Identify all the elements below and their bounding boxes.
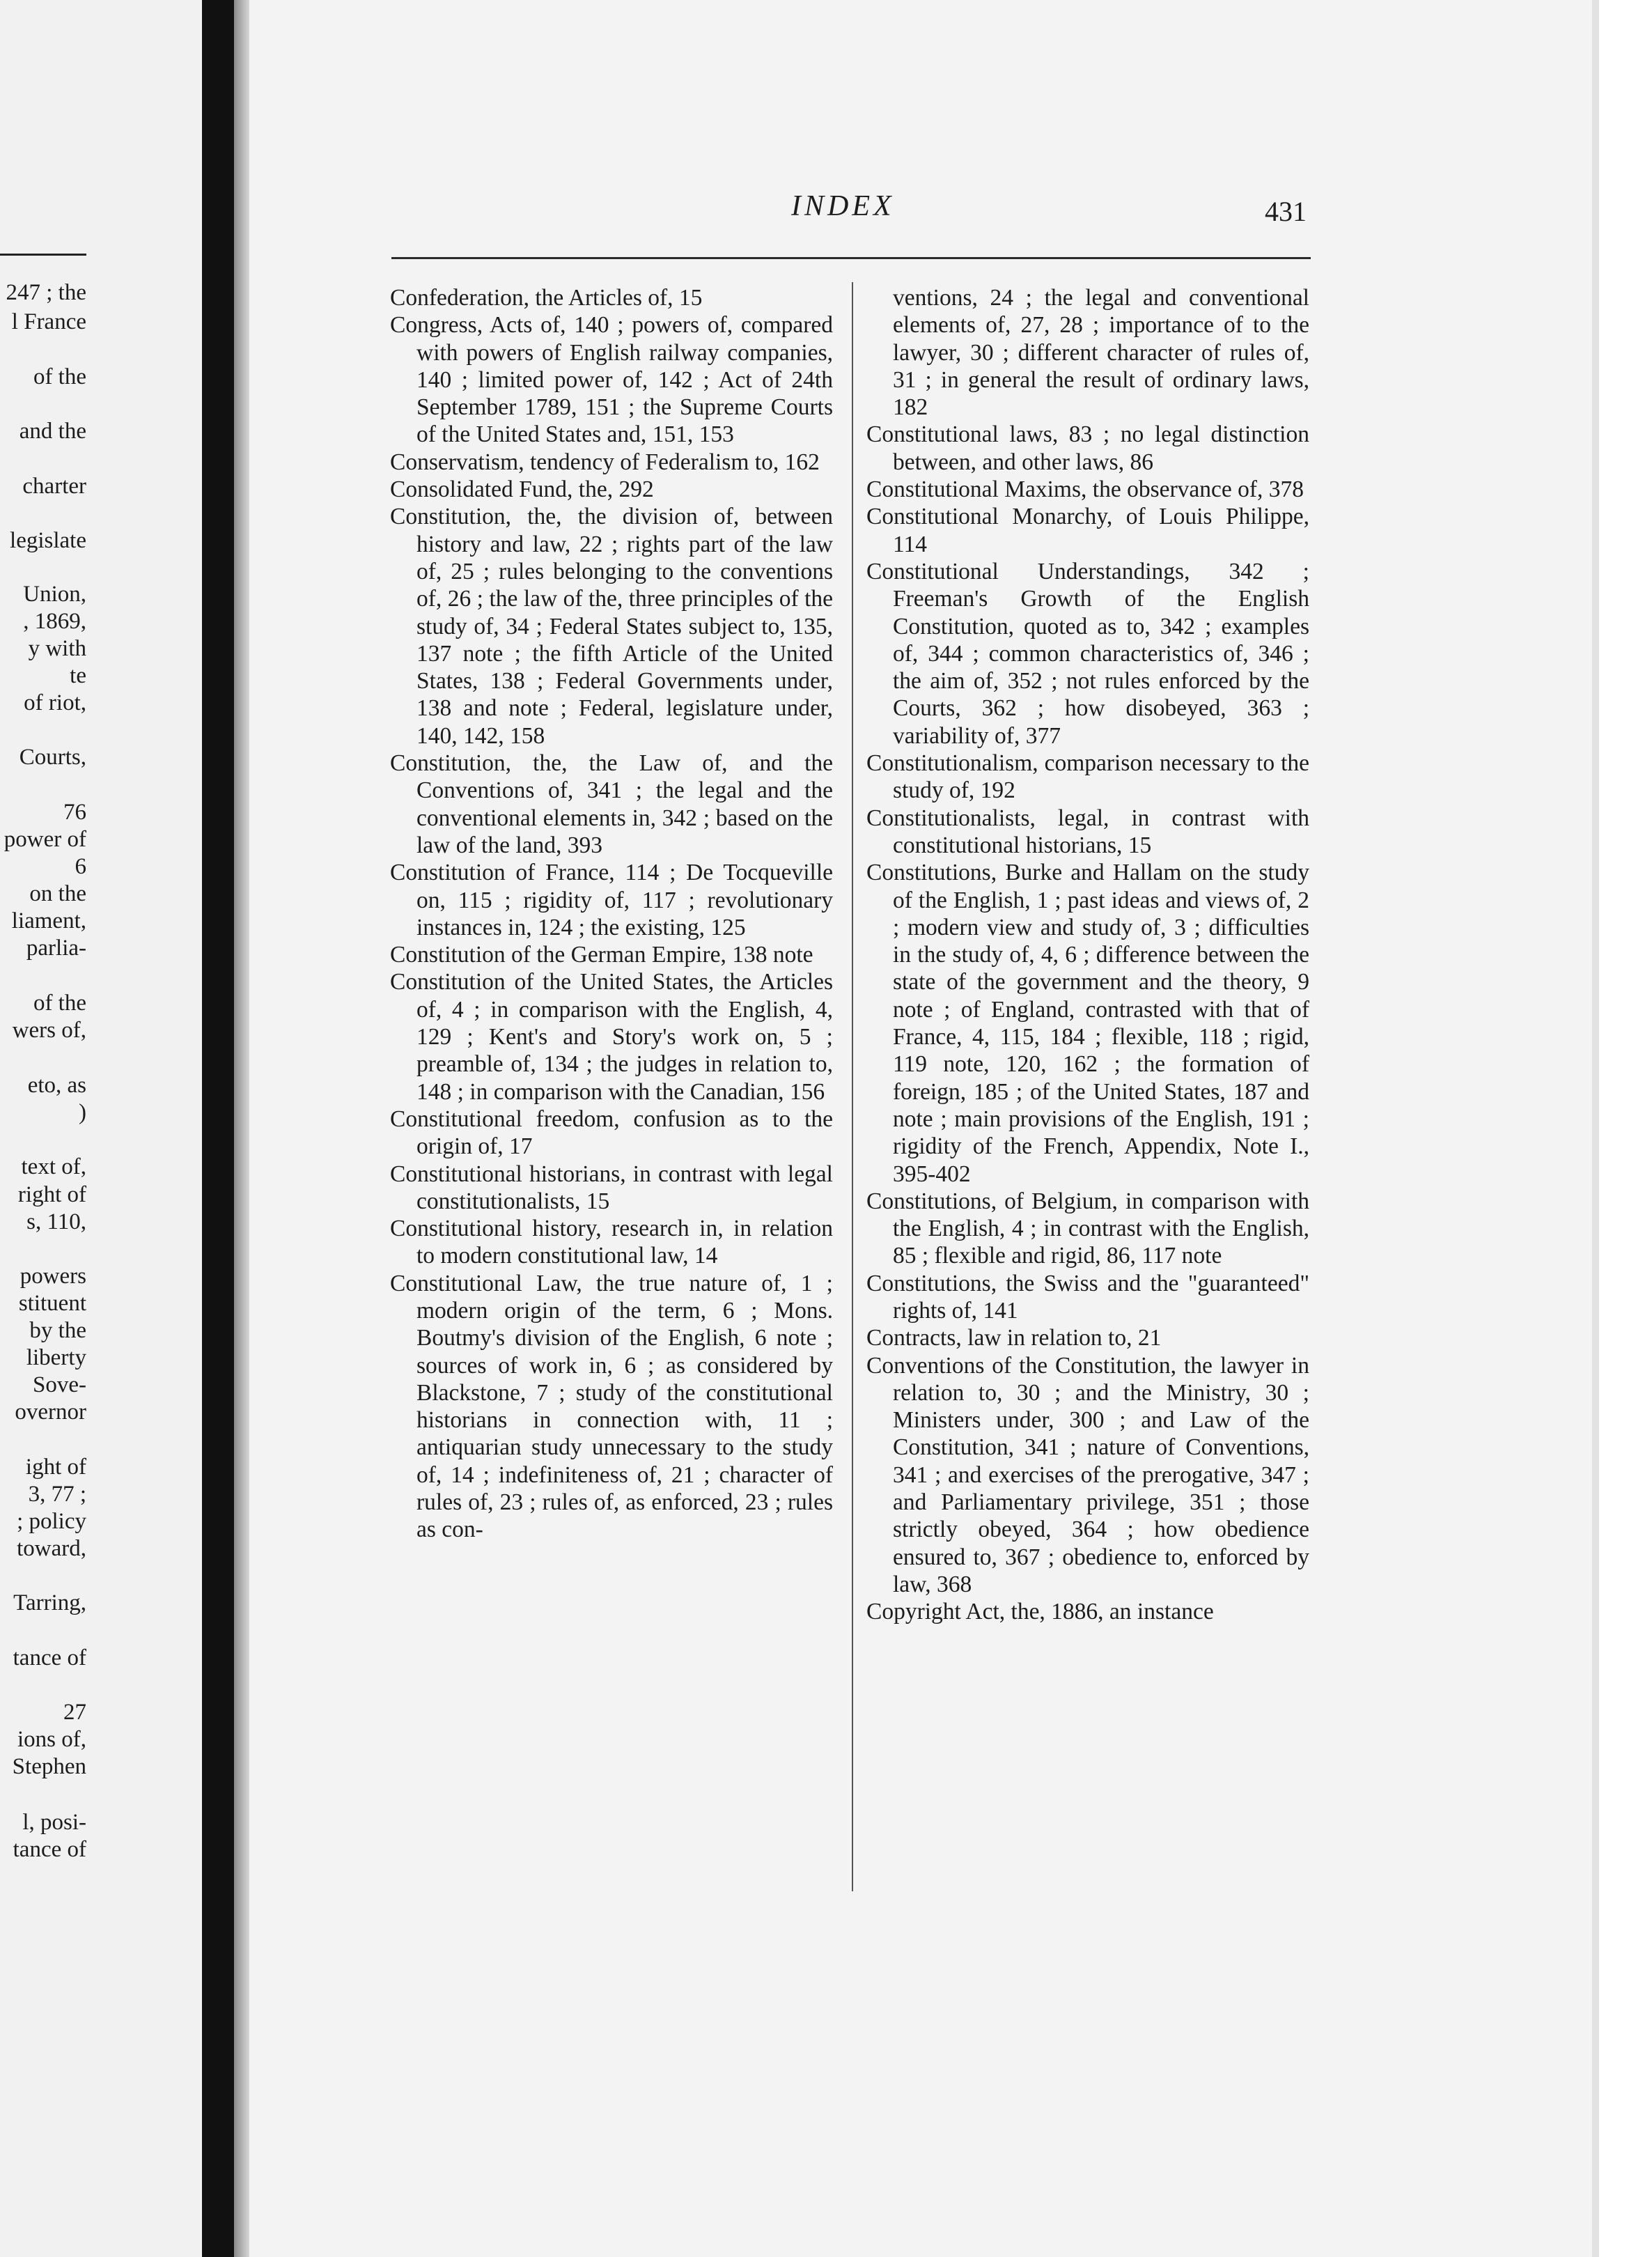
left-page-fragment-line: charter <box>22 474 86 499</box>
left-page-fragment-line: s, 110, <box>26 1209 86 1234</box>
left-page-fragment-line: Tarring, <box>13 1590 86 1615</box>
left-page-fragment-line: Sove- <box>33 1372 86 1397</box>
left-page-fragment-line: ) <box>79 1100 86 1125</box>
index-entry: Contracts, law in relation to, 21 <box>866 1325 1162 1351</box>
left-page-fragment-line: 247 ; the <box>6 280 86 305</box>
left-page-fragment-line: parlia- <box>26 936 86 961</box>
index-entry: Constitution, the, the division of, between history and law, 22 ; rights part of the law of, 25 ; rules belonging to the conventions of, 26 ; the law of the, three principles of the study of, 34 ; Federal States subject to, 135, 137 note ; the fifth Article of the United States, 138 ; Federal Governments under, 138 and note ; Federal, legislature under, 140, 142, 158 <box>390 504 833 749</box>
left-page-fragment-line: te <box>70 663 86 688</box>
left-page-fragment <box>0 0 231 2257</box>
running-title: INDEX <box>791 190 895 222</box>
book-gutter <box>202 0 234 2257</box>
left-page-fragment-line: Courts, <box>19 745 86 770</box>
index-entry: Constitutionalists, legal, in contrast with constitutional historians, 15 <box>866 805 1309 858</box>
left-page-fragment-line: and the <box>19 419 86 444</box>
left-page-fragment-line: overnor <box>15 1399 86 1425</box>
left-page-text-fragments <box>0 0 89 2257</box>
index-entry: Constitutions, the Swiss and the "guaranteed" rights of, 141 <box>866 1270 1309 1324</box>
index-entry: Conventions of the Constitution, the lawyer in relation to, 30 ; and the Ministry, 30 ; Ministers under, 300 ; and Law of the Constitution, 341 ; nature of Conventions, 341 ; and exercises of the prerogative, 347 ; and Parliamentary privilege, 351 ; those strictly obeyed, 364 ; how obedience ensured to, 367 ; obedience to, enforced by law, 368 <box>866 1352 1309 1597</box>
index-entry: Constitution of the German Empire, 138 note <box>390 942 813 968</box>
index-entry: Constitution of France, 114 ; De Tocqueville on, 115 ; rigidity of, 117 ; revolutionary instances in, 124 ; the existing, 125 <box>390 860 833 940</box>
left-page-fragment-line: of riot, <box>24 690 86 715</box>
left-page-fragment-line: liament, <box>11 908 86 933</box>
index-entry: Consolidated Fund, the, 292 <box>390 476 654 503</box>
index-entry: Constitutions, Burke and Hallam on the study of the English, 1 ; past ideas and views of, 2 ; modern view and study of, 3 ; difficulties in the study of, 4, 6 ; difference between the state of the government and the theory, 9 note ; of England, contrasted with that of France, 4, 115, 184 ; flexible, 118 ; rigid, 119 note, 120, 162 ; the formation of foreign, 185 ; of the United States, 187 and note ; main provisions of the English, 191 ; rigidity of the French, Appendix, Note I., 395-402 <box>866 860 1309 1187</box>
left-page-fragment-line: by the <box>29 1318 86 1343</box>
index-entry: Constitutional Monarchy, of Louis Philippe, 114 <box>866 504 1309 557</box>
left-page-fragment-line: 6 <box>75 854 86 879</box>
index-entry: Conservatism, tendency of Federalism to, 162 <box>390 449 820 475</box>
header-rule <box>391 257 1311 259</box>
left-page-fragment-line: stituent <box>18 1291 86 1316</box>
left-page-fragment-line: wers of, <box>12 1018 86 1043</box>
index-entry: Constitutionalism, comparison necessary to the study of, 192 <box>866 750 1309 804</box>
left-page-fragment-line: ions of, <box>17 1727 86 1752</box>
left-page-fragment-line: liberty <box>26 1345 86 1370</box>
left-page-fragment-line: Union, <box>23 582 86 607</box>
left-page-fragment-line: y with <box>28 636 86 661</box>
page-number: 431 <box>1265 196 1307 227</box>
index-entry-continuation: ventions, 24 ; the legal and conventional elements of, 27, 28 ; importance of to the lawyer, 30 ; different character of rules of, 31 ; in general the result of ordinary laws, 182 <box>893 285 1309 421</box>
index-entry: Constitutional laws, 83 ; no legal distinction between, and other laws, 86 <box>866 421 1309 475</box>
page-edge-margin <box>1599 0 1652 2257</box>
left-page-fragment-line: 3, 77 ; <box>28 1482 86 1507</box>
index-entry: Constitutional Law, the true nature of, 1 ; modern origin of the term, 6 ; Mons. Boutmy's division of the English, 6 note ; sources of work in, 6 ; as considered by Blackstone, 7 ; study of the constitutional historians in connection with, 11 ; antiquarian study unnecessary to the study of, 14 ; indefiniteness of, 21 ; character of rules of, 23 ; rules of, as enforced, 23 ; rules as con- <box>390 1270 833 1543</box>
index-entry: Constitution, the, the Law of, and the Conventions of, 341 ; the legal and the conventional elements in, 342 ; based on the law of the land, 393 <box>390 750 833 858</box>
left-page-fragment-line: right of <box>17 1182 86 1207</box>
left-page-fragment-line: 27 <box>63 1700 86 1725</box>
index-column-left <box>390 284 833 1544</box>
left-page-fragment-line: of the <box>33 364 86 389</box>
left-page-fragment-line: 76 <box>63 800 86 825</box>
left-page-fragment-line: ; policy <box>17 1509 86 1534</box>
left-page-fragment-line: on the <box>29 881 86 906</box>
left-page-fragment-line: of the <box>33 991 86 1016</box>
index-entry: Constitutional freedom, confusion as to the origin of, 17 <box>390 1106 833 1160</box>
left-page-fragment-line: eto, as <box>27 1073 86 1098</box>
index-entry: Constitutions, of Belgium, in comparison with the English, 4 ; in contrast with the English, 85 ; flexible and rigid, 86, 117 note <box>866 1188 1309 1269</box>
left-page-fragment-line: Stephen <box>12 1754 86 1779</box>
index-entry: Congress, Acts of, 140 ; powers of, compared with powers of English railway companies, 140 ; limited power of, 142 ; Act of 24th September 1789, 151 ; the Supreme Courts of the United States and, 151, 153 <box>390 312 833 448</box>
left-page-fragment-line: legislate <box>10 528 86 553</box>
gutter-shadow <box>234 0 249 2257</box>
index-entry: Constitutional Maxims, the observance of, 378 <box>866 476 1304 503</box>
column-divider <box>852 282 853 1891</box>
left-page-fragment-line: toward, <box>17 1536 86 1561</box>
left-page-fragment-line: l France <box>11 309 86 334</box>
left-page-fragment-line: text of, <box>21 1154 86 1179</box>
index-entry: Constitution of the United States, the Articles of, 4 ; in comparison with the English, 4, 129 ; Kent's and Story's work on, 5 ; preamble of, 134 ; the judges in relation to, 148 ; in comparison with the Canadian, 156 <box>390 969 833 1105</box>
left-page-fragment-line: tance of <box>13 1645 86 1670</box>
left-page-fragment-line: tance of <box>13 1837 86 1862</box>
left-page-fragment-line: ight of <box>25 1455 86 1480</box>
left-page-fragment-line: powers <box>20 1264 86 1289</box>
left-page-fragment-line: power of <box>3 827 86 852</box>
left-page-fragment-line: , 1869, <box>23 609 86 634</box>
index-entry: Constitutional Understandings, 342 ; Freeman's Growth of the English Constitution, quoted as to, 342 ; examples of, 344 ; common characteristics of, 346 ; the aim of, 352 ; not rules enforced by the Courts, 362 ; how disobeyed, 363 ; variability of, 377 <box>866 558 1309 749</box>
index-entry: Constitutional historians, in contrast with legal constitutionalists, 15 <box>390 1161 833 1214</box>
left-page-fragment-line: l, posi- <box>22 1810 86 1835</box>
index-entry: Copyright Act, the, 1886, an instance <box>866 1599 1214 1625</box>
index-entry: Confederation, the Articles of, 15 <box>390 285 703 311</box>
index-entry: Constitutional history, research in, in relation to modern constitutional law, 14 <box>390 1216 833 1269</box>
index-column-right <box>866 284 1309 1626</box>
